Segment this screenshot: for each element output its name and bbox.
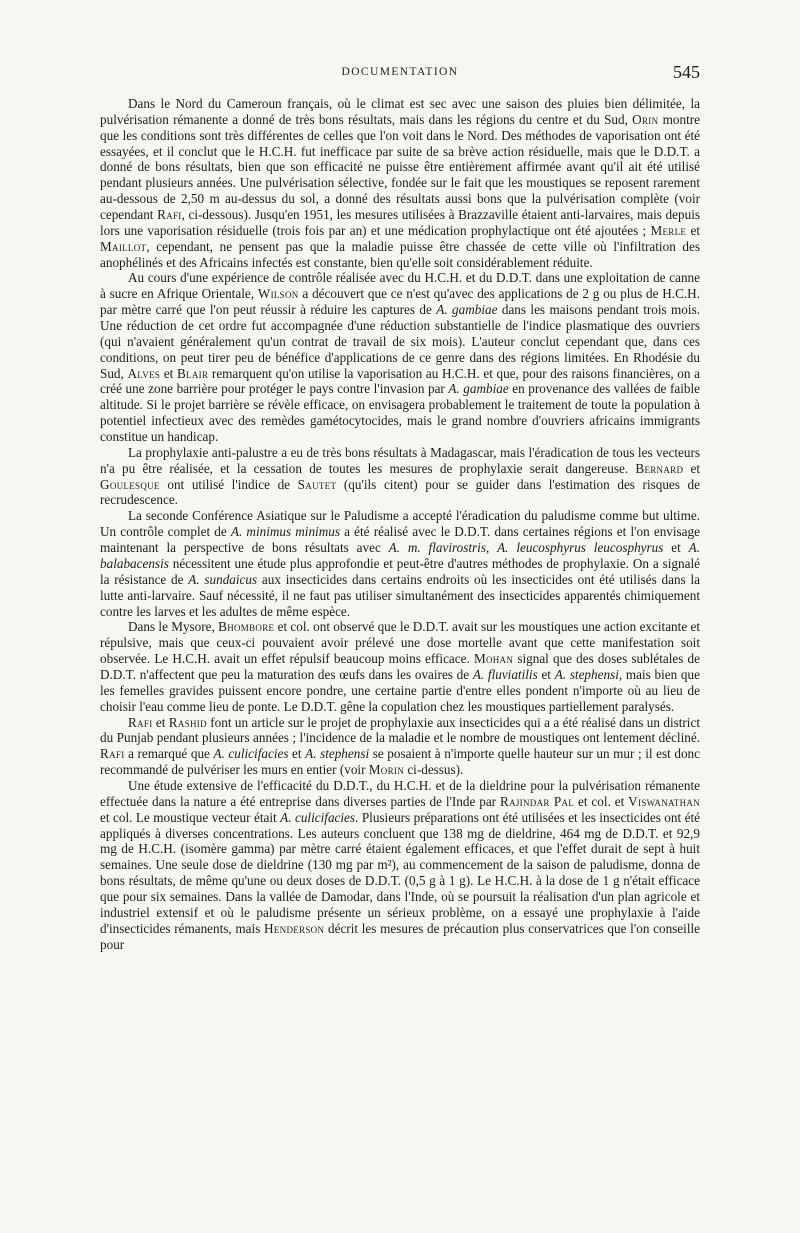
text-run: et [537,666,555,682]
author-name: Alves [127,365,161,381]
species-name: A. gambiae [448,381,509,397]
author-name: Henderson [264,920,325,936]
author-name: Blair [176,365,209,381]
paragraph [100,715,700,778]
text-run: font un article sur le projet de prophylaxie aux insecticides qui a a été réalisé dans un district du Punjab pendant plusieurs années ; l'incidence de la maladie et le nombre de moustiques ont lentement décliné. [100,714,700,746]
text-run: et col. Le moustique vecteur était [100,809,281,825]
body-text [100,96,700,952]
text-run: , cependant, ne pensent pas que la maladie puisse être chassée de cette ville où l'infiltration des anophélinés et des Africains infectés est constante, bien qu'elle soit considérablement réduite. [100,238,700,270]
page-header [100,62,700,84]
running-title: DOCUMENTATION [341,66,459,78]
text-run: aux insecticides dans certains endroits où les insecticides ont été utilisés dans la lutte anti-larvaire. Sauf nécessité, il ne faut pas utiliser simultanément des insecticides apparentés chimiquement contre les larves et les adultes de même espèce. [100,571,700,619]
text-run: décrit les mesures de précaution plus conservatrices que l'on conseille pour [100,920,700,952]
species-name: A. sundaicus [188,571,258,587]
author-name: Mohan [473,651,514,667]
paragraph [100,619,700,714]
text-run: La prophylaxie anti-palustre a eu de très bons résultats à Madagascar, mais l'éradication de tous les vecteurs n'a pu être réalisée, et la cessation de toutes les mesures de prophylaxie serait dangereuse. [100,444,700,476]
text-run: a découvert que ce n'est qu'avec des applications de 2 g ou plus de H.C.H. par mètre carré que l'on peut réussir à réduire les captures de [100,286,701,318]
paragraph [100,445,700,508]
species-name: A. culicifacies [280,809,356,825]
text-run: remarquent qu'on utilise la vaporisation au H.C.H. et que, pour des raisons financières, on a créé une zone barrière pour protéger le pays contre l'invasion par [100,365,700,397]
species-name: A. gambiae [436,302,498,318]
species-name: A. culicifacies [213,746,289,762]
text-run: (qu'ils citent) pour se guider dans l'estimation des risques de recrudescence. [100,476,700,508]
author-name: Wilson [257,286,299,302]
paragraph [100,778,700,952]
author-name: Maillot [100,238,147,254]
author-name: Rashid [168,714,207,730]
author-name: Bhombore [218,619,275,635]
species-name: A. m. flavirostris [388,540,486,556]
text-run: nécessitent une étude plus approfondie et peut-être d'autres méthodes de prophylaxie. On a signalé la résistance de [100,555,700,587]
text-run: La seconde Conférence Asiatique sur le Paludisme a accepté l'éradication du paludisme comme but ultime. Un contrôle complet de [100,508,700,540]
species-name: A. minimus minimus [230,524,340,540]
species-name: A. leucosphyrus leucosphyrus [497,540,664,556]
author-name: Rafi [128,714,153,730]
text-run: , ci-dessous). Jusqu'en 1951, les mesures utilisées à Brazzaville étaient anti-larvaires, mais depuis lors une vaporisation résiduelle (trois fois par an) et une médication prophylactique ont été ajoutées ; [100,207,700,238]
text-run: et [686,222,700,238]
text-run: . Plusieurs préparations ont été utilisées et les insecticides ont été appliqués à diverses concentrations. Les auteurs concluent que 138 mg de dieldrine, 464 mg de D.D.T. et 92,9 mg de H.C.H. (isomère gamma) par mètre carré étaient également efficaces, et que l'effet durait de sept à huit semaines. Une seule dose de dieldrine (130 mg par m²), au commencement de la saison de paludisme, donna de bons résultats, de même qu'une ou deux doses de D.D.T. (0,5 g à 1 g). Le H.C.H. à la dose de 1 g n'était efficace que pour six semaines. Dans la vallée de Damodar, dans l'Inde, où se poursuit la réalisation d'un plan agricole et industriel extensif et où le paludisme présente un sérieux problème, on a essayé une prophylaxie à l'aide d'insecticides rémanents, mais [100,809,701,936]
author-name: Sautet [297,476,337,492]
text-run: a été réalisé avec le D.D.T. dans certaines régions et l'on envisage maintenant la perspective de bons résultats avec [100,524,700,556]
text-run: Une étude extensive de l'efficacité du D.D.T., du H.C.H. et de la dieldrine pour la pulvérisation rémanente effectuée dans la nature a été entreprise dans diverses parties de l'Inde par [100,777,700,809]
text-run: ont utilisé l'indice de [159,476,298,492]
author-name: Orin [632,111,659,127]
text-run: et col. et [574,793,629,809]
text-run: ci-dessus). [404,762,464,778]
author-name: Rajindar Pal [499,793,575,809]
species-name: A. stephensi [554,666,619,682]
author-name: Morin [368,762,405,778]
text-run: Au cours d'une expérience de contrôle réalisée avec du H.C.H. et du D.D.T. dans une exploitation de canne à sucre en Afrique Orientale, [100,270,700,302]
author-name: Goulesque [100,476,160,492]
species-name: A. stephensi [305,746,370,762]
paragraph [100,96,700,270]
paragraph [100,270,700,444]
species-name: A. balabacensis [100,540,700,571]
text-run: et [152,714,169,730]
text-run: Dans le Nord du Cameroun français, où le climat est sec avec une saison des pluies bien délimitée, la pulvérisation rémanente a donné de très bons résultats, mais dans les régions du centre et du Sud, [100,96,700,127]
species-name: A. fluviatilis [472,666,538,682]
paragraph [100,508,700,619]
text-run: a remarqué que [124,746,214,762]
text-run: en provenance des vallées de faible altitude. Si le projet barrière se révèle efficace, on envisagera probablement le traitement de toute la population à potentiel infectieux avec des remèdes gamétocytocides, mais le grand nombre d'ouvriers africains immigrants constitue un handicap. [100,381,700,445]
text-run: , mais bien que les femelles gravides puissent encore pondre, une certaine partie d'entre elles pondent n'importe où au lieu de choisir l'eau comme lieu de ponte. Le D.D.T. gêne la copulation chez les moustiques partiellement paralysés. [100,666,700,714]
text-run: dans les maisons pendant trois mois. Une réduction de cet ordre fut accompagnée d'une réduction substantielle de l'indice plasmatique des ouvriers (qui n'avaient généralement qu'un contrat de travail de six mois). L'auteur conclut cependant que, dans ces conditions, on peut tirer peu de bénéfice d'applications de ce genre dans des régions limitées. En Rhodésie du Sud, [100,302,700,381]
author-name: Merle [650,222,687,238]
text-run: et [288,746,306,762]
author-name: Rafi [100,746,125,762]
text-run: et [160,365,177,381]
text-run: montre que les conditions sont très différentes de celles que l'on voit dans le Nord. Des méthodes de vaporisation ont été essayées, et il conclut que le H.C.H. fut inefficace par suite de sa brève action résiduelle, mais que le D.D.T. a donné de bons résultats, bien que son efficacité ne puisse être entièrement affirmée avant qu'il ait été utilisé pendant plusieurs années. Une pulvérisation sélective, fondée sur le fait que les moustiques se reposent rarement au-dessous de 2,50 m au-dessus du sol, a donné des résultats aussi bons que la pulvérisation complète (voir cependant [100,111,701,223]
page-number: 545 [673,62,700,82]
text-run: signal que des doses sublétales de D.D.T. n'affectent que peu la maturation des œufs dans les ovaires de [100,651,700,682]
author-name: Bernard [635,460,684,476]
text-run: et [683,460,700,476]
author-name: Viswanathan [628,793,700,809]
text-run: Dans le Mysore, [128,619,219,635]
text-run: , [485,540,498,556]
text-run: et [663,540,689,556]
text-run: et col. ont observé que le D.D.T. avait sur les moustiques une action excitante et répulsive, mais que ceux-ci pouvaient avoir prélevé une dose mortelle avant que cette manifestation soit observée. Le H.C.H. avait un effet répulsif beaucoup moins efficace. [100,619,700,667]
text-run: se posaient à n'importe quelle hauteur sur un mur ; il est donc recommandé de pulvériser les murs en entier (voir [100,746,700,778]
author-name: Rafi [157,207,182,223]
